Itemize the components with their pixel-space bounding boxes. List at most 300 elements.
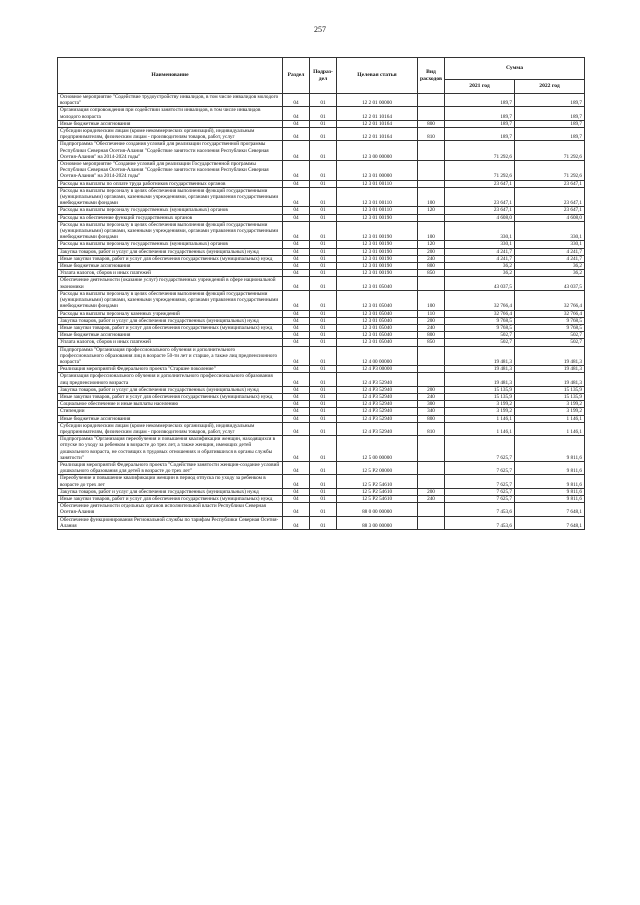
row-target: 12 3 01 05040 (337, 324, 418, 331)
row-expense-type: 240 (418, 255, 445, 262)
row-target: 12 2 01 10164 (337, 120, 418, 127)
row-subsection: 01 (310, 475, 337, 488)
table-row (58, 346, 585, 366)
row-expense-type (418, 366, 445, 373)
row-target: 12 2 01 00000 (337, 94, 418, 107)
row-sum-2022: 23 647,1 (515, 180, 585, 187)
row-sum-2021: 7 453,6 (445, 516, 515, 529)
row-name: Переобучение и повышение квалификации женщин в период отпуска по уходу за ребенком в возрасте до трех лет (58, 475, 283, 488)
table-row (58, 255, 585, 262)
table-row (58, 461, 585, 474)
row-sum-2022: 4 608,0 (515, 214, 585, 221)
row-section: 04 (283, 141, 310, 161)
row-section: 04 (283, 475, 310, 488)
row-name: Организация сопровождения при содействии занятости инвалидов, в том числе инвалидов молодого возраста (58, 107, 283, 120)
row-sum-2022: 15 135,9 (515, 393, 585, 400)
row-name: Иные бюджетные ассигнования (58, 415, 283, 422)
row-sum-2021: 1 146,1 (445, 415, 515, 422)
row-subsection: 01 (310, 310, 337, 317)
row-sum-2021: 189,7 (445, 128, 515, 141)
row-name: Иные закупки товаров, работ и услуг для обеспечения государственных (муниципальных) нужд (58, 324, 283, 331)
row-expense-type (418, 94, 445, 107)
row-sum-2022: 19 481,3 (515, 373, 585, 386)
row-name: Стипендии (58, 408, 283, 415)
row-sum-2021: 3 199,2 (445, 401, 515, 408)
row-sum-2022: 23 647,1 (515, 207, 585, 214)
row-expense-type: 850 (418, 339, 445, 346)
row-sum-2022: 19 481,3 (515, 366, 585, 373)
row-target: 12 2 01 10164 (337, 107, 418, 120)
row-section: 04 (283, 214, 310, 221)
row-sum-2022: 502,7 (515, 332, 585, 339)
row-sum-2021: 502,7 (445, 332, 515, 339)
row-subsection: 01 (310, 94, 337, 107)
row-subsection: 01 (310, 141, 337, 161)
row-sum-2022: 15 135,9 (515, 386, 585, 393)
row-target: 12 5 P2 54610 (337, 475, 418, 488)
row-name: Расходы на выплаты персоналу государственных (муниципальных) органов (58, 207, 283, 214)
row-sum-2021: 330,1 (445, 221, 515, 241)
row-section: 04 (283, 241, 310, 248)
row-sum-2021: 32 766,4 (445, 310, 515, 317)
row-expense-type: 110 (418, 310, 445, 317)
row-expense-type: 300 (418, 401, 445, 408)
row-sum-2021: 43 037,5 (445, 277, 515, 290)
row-section: 04 (283, 408, 310, 415)
table-row (58, 290, 585, 310)
row-sum-2022: 32 766,4 (515, 310, 585, 317)
row-sum-2021: 7 625,7 (445, 436, 515, 462)
table-row (58, 373, 585, 386)
row-section: 04 (283, 373, 310, 386)
row-target: 12 3 01 00190 (337, 214, 418, 221)
row-sum-2021: 330,1 (445, 241, 515, 248)
row-sum-2022: 7 648,1 (515, 516, 585, 529)
row-sum-2022: 502,7 (515, 339, 585, 346)
row-sum-2022: 4 241,7 (515, 248, 585, 255)
row-section: 04 (283, 436, 310, 462)
row-section: 04 (283, 128, 310, 141)
row-section: 04 (283, 107, 310, 120)
row-subsection: 01 (310, 401, 337, 408)
row-target: 12 3 01 00190 (337, 241, 418, 248)
table-row (58, 107, 585, 120)
row-expense-type (418, 107, 445, 120)
row-target: 12 3 01 00190 (337, 263, 418, 270)
table-row (58, 386, 585, 393)
row-sum-2021: 19 481,3 (445, 346, 515, 366)
row-expense-type (418, 461, 445, 474)
row-section: 04 (283, 317, 310, 324)
table-row (58, 366, 585, 373)
row-subsection: 01 (310, 317, 337, 324)
row-target: 12 3 01 05040 (337, 317, 418, 324)
row-sum-2022: 189,7 (515, 120, 585, 127)
row-section: 04 (283, 332, 310, 339)
row-sum-2021: 7 625,7 (445, 461, 515, 474)
row-subsection: 01 (310, 180, 337, 187)
row-section: 04 (283, 401, 310, 408)
row-expense-type: 240 (418, 393, 445, 400)
row-name: Субсидии юридическим лицам (кроме некоммерческих организаций), индивидуальным предпринимателям, физическим лицам - производителям товаров, работ, услуг (58, 128, 283, 141)
row-section: 04 (283, 255, 310, 262)
header-expense-type: Вид расходов (418, 58, 445, 94)
row-sum-2021: 4 241,7 (445, 255, 515, 262)
row-sum-2022: 330,1 (515, 221, 585, 241)
row-name: Уплата налогов, сборов и иных платежей (58, 270, 283, 277)
row-sum-2021: 189,7 (445, 120, 515, 127)
row-name: Расходы на выплаты персоналу казенных учреждений (58, 310, 283, 317)
row-sum-2021: 189,7 (445, 107, 515, 120)
row-sum-2022: 330,1 (515, 241, 585, 248)
row-sum-2021: 23 647,1 (445, 187, 515, 207)
row-target: 12 3 01 05040 (337, 290, 418, 310)
header-sum: Сумма (445, 58, 585, 80)
row-sum-2021: 1 146,1 (445, 422, 515, 435)
row-expense-type: 810 (418, 422, 445, 435)
row-name: Расходы на выплаты по оплате труда работников государственных органов (58, 180, 283, 187)
row-expense-type: 810 (418, 128, 445, 141)
row-expense-type: 100 (418, 187, 445, 207)
row-section: 04 (283, 221, 310, 241)
row-expense-type: 200 (418, 386, 445, 393)
table-row (58, 161, 585, 181)
row-expense-type: 200 (418, 488, 445, 495)
row-sum-2021: 9 768,5 (445, 317, 515, 324)
row-section: 04 (283, 495, 310, 502)
row-subsection: 01 (310, 373, 337, 386)
row-section: 04 (283, 461, 310, 474)
table-row (58, 270, 585, 277)
row-target: 12 4 00 00000 (337, 346, 418, 366)
row-section: 04 (283, 120, 310, 127)
row-sum-2021: 4 241,7 (445, 248, 515, 255)
row-target: 12 3 01 00190 (337, 248, 418, 255)
row-sum-2022: 1 146,1 (515, 415, 585, 422)
row-target: 12 3 01 00110 (337, 187, 418, 207)
row-target: 12 4 P3 52940 (337, 422, 418, 435)
row-expense-type (418, 436, 445, 462)
row-sum-2022: 9 768,5 (515, 324, 585, 331)
row-subsection: 01 (310, 290, 337, 310)
row-sum-2022: 9 811,6 (515, 495, 585, 502)
row-expense-type (418, 516, 445, 529)
row-sum-2021: 19 481,3 (445, 366, 515, 373)
row-subsection: 01 (310, 503, 337, 516)
table-row (58, 401, 585, 408)
row-section: 04 (283, 310, 310, 317)
row-name: Иные бюджетные ассигнования (58, 332, 283, 339)
row-name: Реализация мероприятий Федерального проекта "Содействие занятости женщин-создание условий дошкольного образования для детей в возрасте до трех лет" (58, 461, 283, 474)
row-subsection: 01 (310, 516, 337, 529)
row-name: Субсидии юридическим лицам (кроме некоммерческих организаций), индивидуальным предпринимателям, физическим лицам - производителям товаров, работ, услуг (58, 422, 283, 435)
row-name: Расходы на обеспечение функций государственных органов (58, 214, 283, 221)
row-sum-2021: 9 768,5 (445, 324, 515, 331)
table-row (58, 408, 585, 415)
header-name: Наименование (58, 58, 283, 94)
row-expense-type: 100 (418, 290, 445, 310)
row-target: 12 4 P3 52940 (337, 401, 418, 408)
row-expense-type (418, 503, 445, 516)
row-sum-2021: 7 453,6 (445, 503, 515, 516)
row-target: 12 5 P2 54610 (337, 488, 418, 495)
row-sum-2021: 36,2 (445, 263, 515, 270)
row-subsection: 01 (310, 393, 337, 400)
row-expense-type: 800 (418, 415, 445, 422)
row-target: 12 5 P2 54610 (337, 495, 418, 502)
row-expense-type (418, 277, 445, 290)
row-sum-2021: 71 292,6 (445, 141, 515, 161)
row-name: Подпрограмма "Организация профессионального обучения и дополнительного профессионального образования лиц в возрасте 50-ти лет и старше, а также лиц предпенсионного возраста" (58, 346, 283, 366)
row-name: Обеспечение функционирования Региональной службы по тарифам Республики Северная Осетия-Алания (58, 516, 283, 529)
row-sum-2021: 71 292,6 (445, 161, 515, 181)
row-subsection: 01 (310, 332, 337, 339)
row-sum-2022: 4 241,7 (515, 255, 585, 262)
row-target: 12 3 01 00110 (337, 207, 418, 214)
row-name: Закупка товаров, работ и услуг для обеспечения государственных (муниципальных) нужд (58, 488, 283, 495)
row-target: 12 3 00 00000 (337, 141, 418, 161)
table-row (58, 324, 585, 331)
row-sum-2022: 9 811,6 (515, 461, 585, 474)
table-row (58, 241, 585, 248)
row-expense-type (418, 161, 445, 181)
table-row (58, 141, 585, 161)
row-expense-type: 340 (418, 408, 445, 415)
row-subsection: 01 (310, 255, 337, 262)
row-section: 04 (283, 263, 310, 270)
row-sum-2022: 3 199,2 (515, 401, 585, 408)
row-name: Иные бюджетные ассигнования (58, 263, 283, 270)
row-section: 04 (283, 248, 310, 255)
table-row (58, 263, 585, 270)
row-target: 12 3 01 00190 (337, 270, 418, 277)
row-sum-2022: 19 481,3 (515, 346, 585, 366)
row-subsection: 01 (310, 214, 337, 221)
table-row (58, 128, 585, 141)
row-subsection: 01 (310, 187, 337, 207)
table-row (58, 436, 585, 462)
row-sum-2022: 9 768,5 (515, 317, 585, 324)
row-name: Подпрограмма "Организация переобучения и повышения квалификации женщин, находящихся в отпуске по уходу за ребенком в возрасте до трех лет, а также женщин, имеющих детей дошкольного возраста, не состоящих в трудовых отношениях и обратившихся в органы службы занятости" (58, 436, 283, 462)
row-sum-2022: 7 648,1 (515, 503, 585, 516)
row-sum-2021: 15 135,9 (445, 393, 515, 400)
row-subsection: 01 (310, 366, 337, 373)
row-target: 12 4 P3 52940 (337, 408, 418, 415)
budget-table (57, 57, 585, 530)
row-expense-type (418, 475, 445, 488)
row-expense-type: 200 (418, 317, 445, 324)
row-sum-2022: 9 811,6 (515, 436, 585, 462)
row-section: 04 (283, 386, 310, 393)
table-row (58, 503, 585, 516)
row-name: Уплата налогов, сборов и иных платежей (58, 339, 283, 346)
row-subsection: 01 (310, 207, 337, 214)
row-subsection: 01 (310, 346, 337, 366)
row-expense-type (418, 141, 445, 161)
row-expense-type: 200 (418, 248, 445, 255)
row-expense-type: 850 (418, 270, 445, 277)
row-section: 04 (283, 503, 310, 516)
table-header (58, 58, 585, 94)
row-sum-2021: 7 625,7 (445, 488, 515, 495)
row-sum-2022: 9 811,6 (515, 488, 585, 495)
row-sum-2022: 3 199,2 (515, 408, 585, 415)
row-sum-2021: 3 199,2 (445, 408, 515, 415)
row-target: 12 4 P3 00000 (337, 366, 418, 373)
row-section: 04 (283, 180, 310, 187)
row-target: 12 3 01 00110 (337, 180, 418, 187)
row-target: 12 3 01 00190 (337, 221, 418, 241)
row-sum-2022: 71 292,6 (515, 141, 585, 161)
row-name: Обеспечение деятельности (оказание услуг) государственных учреждений в сфере национальной экономики (58, 277, 283, 290)
row-section: 04 (283, 187, 310, 207)
row-subsection: 01 (310, 386, 337, 393)
row-section: 04 (283, 366, 310, 373)
row-name: Подпрограмма "Обеспечение создания условий для реализации государственной программы Республики Северная Осетия-Алания "Содействие занятости населения Республики Северная Осетия-Алания" на 2014-2024 годы" (58, 141, 283, 161)
row-section: 04 (283, 94, 310, 107)
row-section: 04 (283, 393, 310, 400)
table-row (58, 332, 585, 339)
row-sum-2022: 32 766,4 (515, 290, 585, 310)
row-expense-type: 800 (418, 263, 445, 270)
row-sum-2022: 43 037,5 (515, 277, 585, 290)
row-expense-type (418, 214, 445, 221)
table-row (58, 221, 585, 241)
row-sum-2022: 189,7 (515, 94, 585, 107)
row-section: 04 (283, 324, 310, 331)
row-name: Основное мероприятие "Содействие трудоустройству инвалидов, в том числе инвалидов молодого возраста" (58, 94, 283, 107)
row-target: 12 3 01 05040 (337, 310, 418, 317)
row-subsection: 01 (310, 248, 337, 255)
row-subsection: 01 (310, 436, 337, 462)
row-target: 12 3 01 05040 (337, 277, 418, 290)
row-name: Расходы на выплаты персоналу в целях обеспечения выполнения функций государственными (муниципальными) органами, казенными учреждениями, органами управления государственными внебюджетными фондами (58, 290, 283, 310)
row-name: Иные закупки товаров, работ и услуг для обеспечения государственных (муниципальных) нужд (58, 255, 283, 262)
row-section: 04 (283, 277, 310, 290)
row-name: Расходы на выплаты персоналу в целях обеспечения выполнения функций государственными (муниципальными) органами, казенными учреждениями, органами управления государственными внебюджетными фондами (58, 221, 283, 241)
row-sum-2022: 23 647,1 (515, 187, 585, 207)
table-row (58, 495, 585, 502)
row-name: Закупка товаров, работ и услуг для обеспечения государственных (муниципальных) нужд (58, 248, 283, 255)
row-sum-2021: 4 608,0 (445, 214, 515, 221)
table-row (58, 393, 585, 400)
row-target: 12 5 00 00000 (337, 436, 418, 462)
header-year-2021: 2021 год (445, 80, 515, 94)
row-name: Обеспечение деятельности отдельных органов исполнительной власти Республики Северная Осетия-Алания (58, 503, 283, 516)
row-subsection: 01 (310, 241, 337, 248)
row-subsection: 01 (310, 408, 337, 415)
table-row (58, 339, 585, 346)
row-section: 04 (283, 339, 310, 346)
row-subsection: 01 (310, 415, 337, 422)
row-name: Социальное обеспечение и иные выплаты населению (58, 401, 283, 408)
row-section: 04 (283, 422, 310, 435)
row-subsection: 01 (310, 324, 337, 331)
row-section: 04 (283, 207, 310, 214)
row-section: 04 (283, 161, 310, 181)
row-section: 04 (283, 290, 310, 310)
row-name: Закупка товаров, работ и услуг для обеспечения государственных (муниципальных) нужд (58, 317, 283, 324)
row-section: 04 (283, 488, 310, 495)
table-row (58, 207, 585, 214)
row-sum-2021: 189,7 (445, 94, 515, 107)
row-sum-2021: 23 647,1 (445, 207, 515, 214)
row-expense-type: 120 (418, 207, 445, 214)
row-sum-2022: 189,7 (515, 128, 585, 141)
row-subsection: 01 (310, 277, 337, 290)
row-sum-2022: 36,2 (515, 263, 585, 270)
row-target: 12 2 01 10164 (337, 128, 418, 141)
row-subsection: 01 (310, 339, 337, 346)
row-sum-2021: 23 647,1 (445, 180, 515, 187)
row-subsection: 01 (310, 461, 337, 474)
table-row (58, 214, 585, 221)
table-body (58, 94, 585, 530)
row-expense-type (418, 373, 445, 386)
table-row (58, 415, 585, 422)
row-subsection: 01 (310, 488, 337, 495)
row-name: Расходы на выплаты персоналу в целях обеспечения выполнения функций государственными (муниципальными) органами, казенными учреждениями, органами управления государственными внебюджетными фондами (58, 187, 283, 207)
table-row (58, 310, 585, 317)
row-target: 12 4 P3 52940 (337, 373, 418, 386)
row-subsection: 01 (310, 161, 337, 181)
row-target: 12 4 P3 52940 (337, 386, 418, 393)
page-number: 257 (314, 25, 326, 34)
table-row (58, 180, 585, 187)
row-name: Иные бюджетные ассигнования (58, 120, 283, 127)
row-section: 04 (283, 346, 310, 366)
row-sum-2021: 7 625,7 (445, 495, 515, 502)
table-row (58, 277, 585, 290)
table-row (58, 94, 585, 107)
row-subsection: 01 (310, 107, 337, 120)
table-row (58, 187, 585, 207)
row-section: 04 (283, 270, 310, 277)
row-name: Организация профессионального обучения и дополнительного профессионального образования лиц предпенсионного возраста (58, 373, 283, 386)
table-row (58, 248, 585, 255)
row-name: Иные закупки товаров, работ и услуг для обеспечения государственных (муниципальных) нужд (58, 393, 283, 400)
row-sum-2021: 36,2 (445, 270, 515, 277)
row-subsection: 01 (310, 422, 337, 435)
row-sum-2022: 1 146,1 (515, 422, 585, 435)
row-target: 12 3 01 00000 (337, 161, 418, 181)
row-target: 12 4 P3 52940 (337, 415, 418, 422)
row-expense-type (418, 346, 445, 366)
row-sum-2021: 7 625,7 (445, 475, 515, 488)
row-target: 12 4 P3 52940 (337, 393, 418, 400)
row-subsection: 01 (310, 120, 337, 127)
row-section: 04 (283, 415, 310, 422)
row-name: Расходы на выплаты персоналу государственных (муниципальных) органов (58, 241, 283, 248)
row-sum-2022: 36,2 (515, 270, 585, 277)
row-section: 04 (283, 516, 310, 529)
row-name: Реализация мероприятий Федерального проекта "Старшее поколение" (58, 366, 283, 373)
row-expense-type: 240 (418, 324, 445, 331)
row-expense-type: 120 (418, 241, 445, 248)
row-expense-type: 100 (418, 221, 445, 241)
row-target: 88 3 00 00000 (337, 516, 418, 529)
row-sum-2021: 32 766,4 (445, 290, 515, 310)
row-sum-2022: 71 292,6 (515, 161, 585, 181)
row-expense-type: 800 (418, 120, 445, 127)
table-row (58, 120, 585, 127)
table-row (58, 422, 585, 435)
row-name: Основное мероприятие "Создание условий для реализации Государственной программы Республики Северная Осетия-Алания "Содействие занятости населения Республики Северная Осетия-Алания" на 2014-2024 годы" (58, 161, 283, 181)
row-subsection: 01 (310, 270, 337, 277)
row-target: 12 3 01 05040 (337, 339, 418, 346)
row-subsection: 01 (310, 495, 337, 502)
table-row (58, 475, 585, 488)
